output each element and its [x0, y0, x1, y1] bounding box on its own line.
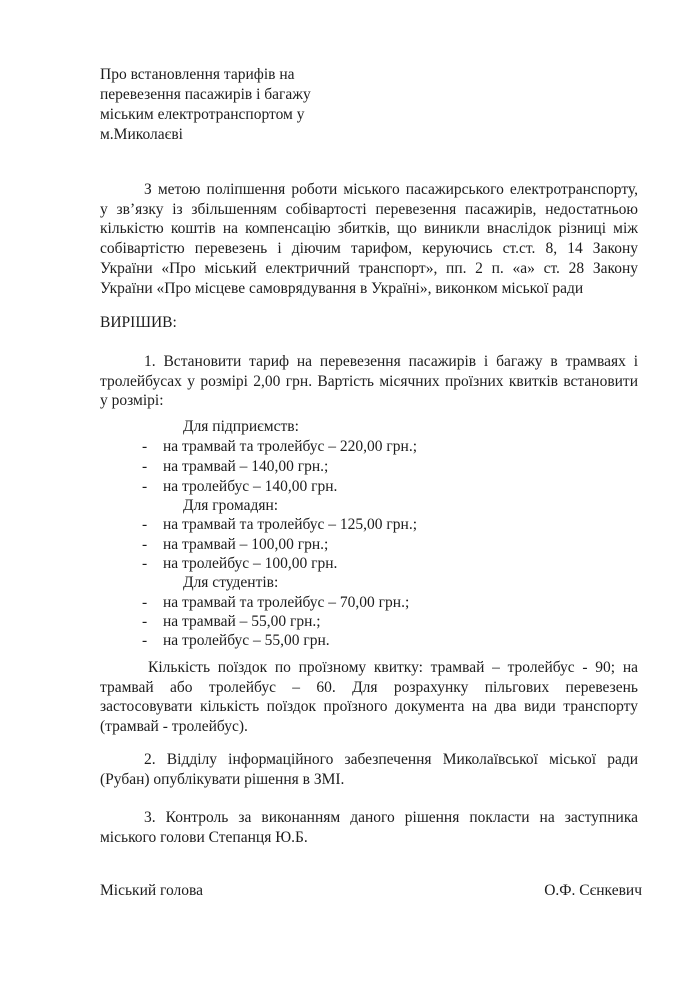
- title-line-4: м.Миколаєві: [100, 126, 183, 143]
- item-1-line: у розмірі:: [100, 392, 164, 410]
- tariff-group-students: Для студентів:: [183, 574, 279, 591]
- tariff-item: на трамвай – 140,00 грн.;: [163, 458, 329, 475]
- title-line-3: міським електротранспортом у: [100, 106, 305, 123]
- item-2-line: (Рубан) опублікувати рішення в ЗМІ.: [100, 770, 345, 788]
- item-1-line: тролейбусах у розмірі 2,00 грн. Вартість місячних проїзних квитків встановити: [100, 372, 638, 390]
- list-dash: -: [142, 478, 148, 495]
- item-3-line: міського голови Степанця Ю.Б.: [100, 828, 308, 846]
- item-3-line: 3. Контроль за виконанням даного рішення покласти на заступника: [144, 809, 638, 826]
- list-dash: -: [142, 555, 148, 572]
- signature-position: Міський голова: [100, 882, 204, 899]
- list-dash: -: [142, 536, 148, 553]
- trips-paragraph: [100, 658, 638, 737]
- tariff-item: на трамвай та тролейбус – 70,00 грн.;: [163, 594, 410, 611]
- tariff-item: на тролейбус – 140,00 грн.: [163, 478, 338, 495]
- preamble-paragraph: [100, 180, 638, 298]
- decision-heading: ВИРІШИВ:: [100, 314, 177, 331]
- list-dash: -: [142, 613, 148, 630]
- tariff-item: на тролейбус – 55,00 грн.: [163, 632, 330, 649]
- trips-line: трамвай або тролейбус – 60. Для розрахунку пільгових перевезень: [100, 678, 638, 696]
- preamble-line: кількістю коштів на компенсацію збитків, що виникли внаслідок різниці між: [100, 220, 638, 238]
- tariff-item: на трамвай та тролейбус – 220,00 грн.;: [163, 438, 418, 455]
- tariff-item: на трамвай та тролейбус – 125,00 грн.;: [163, 516, 418, 533]
- item-2-line: 2. Відділу інформаційного забезпечення Миколаївської міської ради: [144, 751, 638, 768]
- item-1-paragraph: [100, 352, 638, 411]
- preamble-line: України «Про міський електричний транспорт», пп. 2 п. «а» ст. 28 Закону: [100, 259, 638, 277]
- list-dash: -: [142, 458, 148, 475]
- preamble-line: собівартістю перевезень і діючим тарифом, керуючись ст.ст. 8, 14 Закону: [100, 240, 638, 258]
- tariff-group-enterprises: Для підприємств:: [183, 418, 299, 435]
- preamble-line: України «Про місцеве самоврядування в Україні», виконком міської ради: [100, 279, 584, 297]
- list-dash: -: [142, 594, 148, 611]
- tariff-item: на трамвай – 55,00 грн.;: [163, 613, 321, 630]
- trips-line: (трамвай - тролейбус).: [100, 718, 248, 736]
- title-line-1: Про встановлення тарифів на: [100, 66, 295, 83]
- tariff-group-citizens: Для громадян:: [183, 497, 279, 514]
- preamble-line: у зв’язку із збільшенням собівартості перевезення пасажирів, недостатньою: [100, 200, 638, 218]
- list-dash: -: [142, 516, 148, 533]
- item-3-paragraph: [100, 808, 638, 847]
- tariff-item: на тролейбус – 100,00 грн.: [163, 555, 338, 572]
- tariff-item: на трамвай – 100,00 грн.;: [163, 536, 329, 553]
- item-1-line: 1. Встановити тариф на перевезення пасажирів і багажу в трамваях і: [144, 353, 638, 370]
- trips-line: Кількість поїздок по проїзному квитку: трамвай – тролейбус - 90; на: [148, 659, 638, 676]
- item-2-paragraph: [100, 750, 638, 789]
- title-line-2: перевезення пасажирів і багажу: [100, 86, 311, 103]
- trips-line: застосовувати кількість поїздок проїзного документа на два види транспорту: [100, 698, 638, 716]
- preamble-line: З метою поліпшення роботи міського пасажирського електротранспорту,: [144, 181, 638, 198]
- signature-name: О.Ф. Сєнкевич: [544, 882, 642, 899]
- list-dash: -: [142, 438, 148, 455]
- list-dash: -: [142, 632, 148, 649]
